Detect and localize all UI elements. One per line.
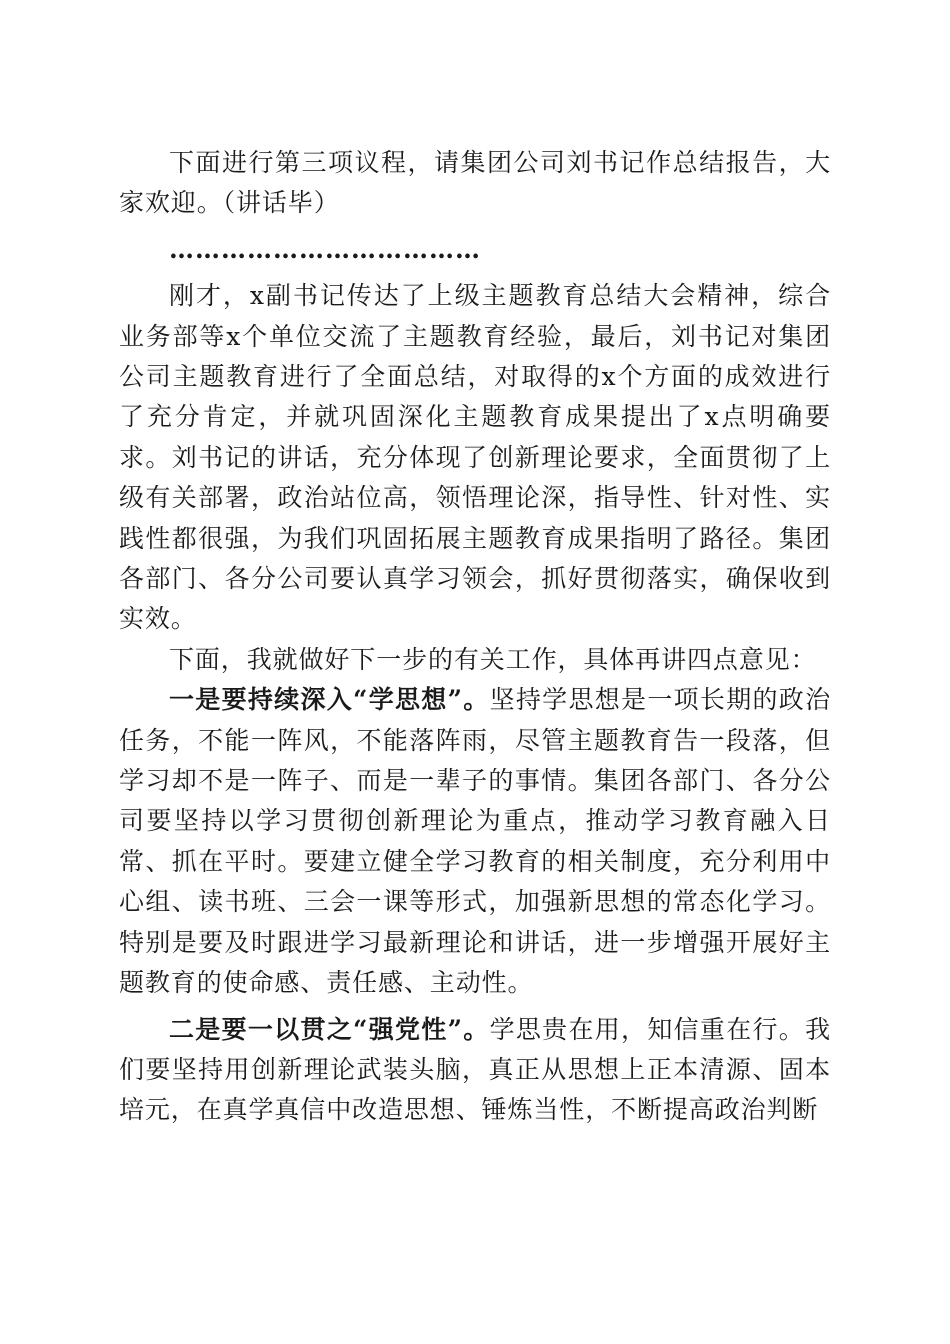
ellipsis-divider: ……………………………… (169, 234, 481, 264)
paragraph-point-1 (119, 680, 831, 1003)
point-2-body: 学思贵在用，知信重在行。我们要坚持用创新理论武装头脑，真正从思想上正本清源、固本培元，在真学真信中改造思想、锤炼当性，不断提高政治判断 (119, 1014, 831, 1125)
paragraph-point-2 (119, 1010, 831, 1131)
paragraph-summary: 刚才，x副书记传达了上级主题教育总结大会精神，综合业务部等x个单位交流了主题教育经验，最后，刘书记对集团公司主题教育进行了全面总结，对取得的x个方面的成效进行了充分肯定，并就巩固深化主题教育成果提出了x点明确要求。刘书记的讲话，充分体现了创新理论要求，全面贯彻了上级有关部署，政治站位高，领悟理论深，指导性、针对性、实践性都很强，为我们巩固拓展主题教育成果指明了路径。集团各部门、各分公司要认真学习领会，抓好贯彻落实，确保收到实效。 (119, 281, 831, 634)
paragraph-intro: 下面，我就做好下一步的有关工作，具体再讲四点意见： (169, 644, 817, 674)
document-body (119, 143, 831, 1131)
paragraph-agenda: 下面进行第三项议程，请集团公司刘书记作总结报告，大家欢迎。（讲话毕） (119, 148, 831, 218)
point-1-heading: 一是要持续深入“学思想”。 (169, 685, 490, 715)
point-2-heading: 二是要一以贯之“强党性”。 (169, 1014, 490, 1044)
point-1-body: 坚持学思想是一项长期的政治任务，不能一阵风，不能落阵雨，尽管主题教育告一段落，但学习却不是一阵子、而是一辈子的事情。集团各部门、各分公司要坚持以学习贯彻创新理论为重点，推动学习教育融入日常、抓在平时。要建立健全学习教育的相关制度，充分利用中心组、读书班、三会一课等形式，加强新思想的常态化学习。特别是要及时跟进学习最新理论和讲话，进一步增强开展好主题教育的使命感、责任感、主动性。 (119, 685, 831, 998)
